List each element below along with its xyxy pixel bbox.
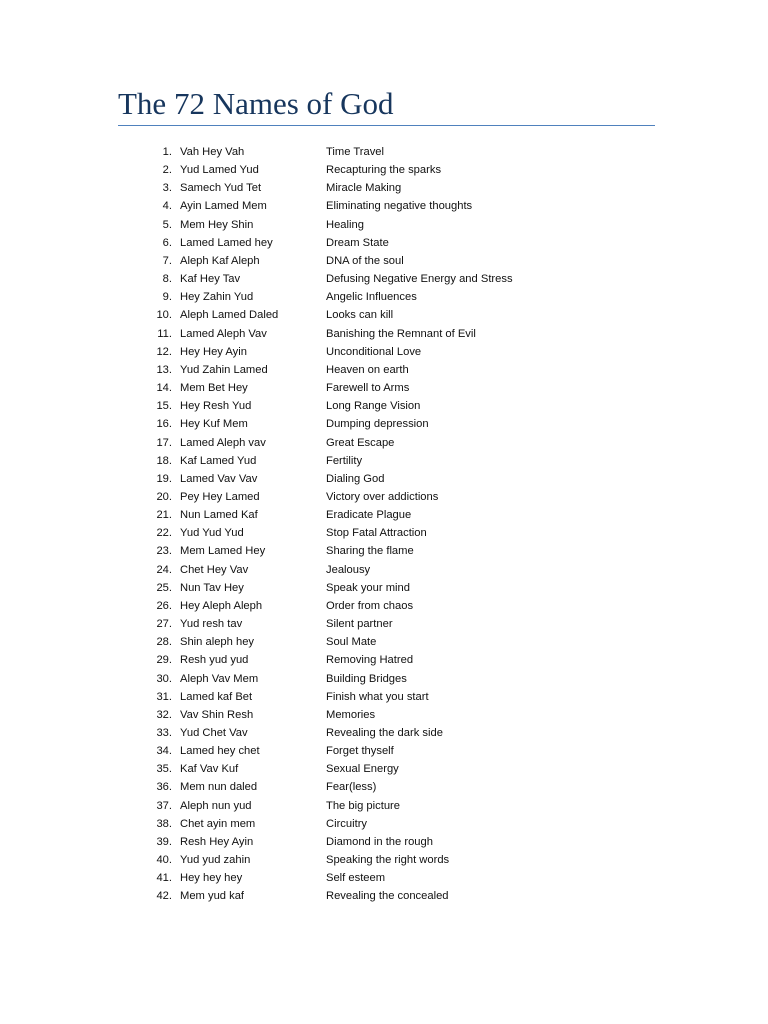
list-item xyxy=(140,288,620,306)
item-number: 5. xyxy=(162,218,172,231)
list-item xyxy=(140,434,620,452)
item-number: 16. xyxy=(156,418,172,431)
list-item xyxy=(140,797,620,815)
item-number: 31. xyxy=(156,690,172,703)
item-name: Lamed Aleph Vav xyxy=(180,327,267,340)
list-item xyxy=(140,506,620,524)
item-number: 30. xyxy=(156,672,172,685)
item-meaning: Self esteem xyxy=(326,872,386,885)
list-item xyxy=(140,633,620,651)
item-meaning: Sexual Energy xyxy=(326,763,399,776)
item-number: 23. xyxy=(156,545,172,558)
item-meaning: Finish what you start xyxy=(326,690,429,703)
item-meaning: Recapturing the sparks xyxy=(326,164,442,177)
list-item xyxy=(140,760,620,778)
page-title: The 72 Names of God xyxy=(118,86,394,121)
list-item xyxy=(140,197,620,215)
item-meaning: Angelic Influences xyxy=(326,291,417,304)
item-number: 20. xyxy=(156,490,172,503)
list-item xyxy=(140,542,620,560)
item-number: 37. xyxy=(156,799,172,812)
item-name: Yud yud zahin xyxy=(180,854,251,867)
item-name: Hey hey hey xyxy=(180,872,243,885)
list-item xyxy=(140,724,620,742)
item-meaning: Speak your mind xyxy=(326,581,410,594)
list-item xyxy=(140,343,620,361)
list-item xyxy=(140,815,620,833)
item-number: 2. xyxy=(162,164,172,177)
list-item xyxy=(140,179,620,197)
item-name: Kaf Hey Tav xyxy=(180,273,241,286)
item-meaning: Eradicate Plague xyxy=(326,509,412,522)
item-name: Hey Kuf Mem xyxy=(180,418,248,431)
item-name: Mem nun daled xyxy=(180,781,258,794)
list-item xyxy=(140,470,620,488)
item-meaning: Silent partner xyxy=(326,618,393,631)
item-meaning: Healing xyxy=(326,218,364,231)
item-name: Hey Zahin Yud xyxy=(180,291,254,304)
item-meaning: Great Escape xyxy=(326,436,395,449)
item-number: 11. xyxy=(157,327,172,340)
item-meaning: Speaking the right words xyxy=(326,854,450,867)
item-name: Yud Lamed Yud xyxy=(180,164,259,177)
item-meaning: Eliminating negative thoughts xyxy=(326,200,473,213)
item-meaning: Miracle Making xyxy=(326,182,402,195)
item-name: Vav Shin Resh xyxy=(180,708,254,721)
item-meaning: Defusing Negative Energy and Stress xyxy=(326,273,513,286)
list-item xyxy=(140,851,620,869)
item-number: 18. xyxy=(156,454,172,467)
item-meaning: Memories xyxy=(326,708,376,721)
item-name: Mem yud kaf xyxy=(180,890,245,903)
item-number: 7. xyxy=(162,254,172,267)
item-number: 19. xyxy=(156,472,172,485)
item-name: Aleph nun yud xyxy=(180,799,252,812)
item-name: Mem Lamed Hey xyxy=(180,545,266,558)
item-number: 14. xyxy=(156,382,172,395)
item-name: Yud Yud Yud xyxy=(180,527,244,540)
list-item xyxy=(140,488,620,506)
list-item xyxy=(140,597,620,615)
item-number: 36. xyxy=(156,781,172,794)
list-item xyxy=(140,688,620,706)
item-number: 13. xyxy=(156,363,172,376)
item-name: Hey Hey Ayin xyxy=(180,345,247,358)
names-list xyxy=(140,143,620,906)
item-number: 32. xyxy=(156,708,172,721)
item-name: Nun Tav Hey xyxy=(180,581,244,594)
item-meaning: Victory over addictions xyxy=(326,490,439,503)
item-number: 3. xyxy=(162,182,172,195)
item-name: Kaf Lamed Yud xyxy=(180,454,257,467)
list-item xyxy=(140,397,620,415)
list-item xyxy=(140,252,620,270)
item-number: 10. xyxy=(156,309,172,322)
item-meaning: The big picture xyxy=(326,799,401,812)
item-number: 21. xyxy=(156,509,172,522)
item-meaning: Removing Hatred xyxy=(326,654,414,667)
item-name: Mem Bet Hey xyxy=(180,382,248,395)
item-name: Yud Chet Vav xyxy=(180,727,248,739)
item-number: 17. xyxy=(156,436,172,449)
item-name: Yud Zahin Lamed xyxy=(180,363,268,376)
item-name: Nun Lamed Kaf xyxy=(180,509,258,522)
item-meaning: Dialing God xyxy=(326,472,385,485)
item-number: 28. xyxy=(156,636,172,649)
list-item xyxy=(140,833,620,851)
list-item xyxy=(140,270,620,288)
item-name: Lamed kaf Bet xyxy=(180,690,253,703)
item-meaning: Time Travel xyxy=(326,146,385,158)
item-meaning: Revealing the concealed xyxy=(326,890,449,903)
item-name: Resh yud yud xyxy=(180,654,249,667)
item-name: Pey Hey Lamed xyxy=(180,490,260,503)
item-number: 27. xyxy=(156,618,172,631)
item-meaning: Farewell to Arms xyxy=(326,382,410,395)
list-item xyxy=(140,452,620,470)
list-item xyxy=(140,325,620,343)
list-item xyxy=(140,615,620,633)
item-number: 39. xyxy=(156,835,172,848)
item-number: 33. xyxy=(156,727,172,739)
item-meaning: Fertility xyxy=(326,454,363,467)
item-number: 41. xyxy=(156,872,172,885)
item-number: 25. xyxy=(156,581,172,594)
item-name: Hey Resh Yud xyxy=(180,400,252,413)
list-item xyxy=(140,361,620,379)
item-meaning: Soul Mate xyxy=(326,636,377,649)
list-item xyxy=(140,706,620,724)
list-item xyxy=(140,161,620,179)
item-number: 42. xyxy=(156,890,172,903)
list-item xyxy=(140,561,620,579)
item-name: Resh Hey Ayin xyxy=(180,835,254,848)
item-name: Aleph Lamed Daled xyxy=(180,309,279,322)
list-item xyxy=(140,742,620,760)
list-item xyxy=(140,651,620,669)
item-number: 9. xyxy=(162,291,172,304)
item-meaning: Fear(less) xyxy=(326,781,377,794)
item-meaning: Unconditional Love xyxy=(326,345,422,358)
item-name: Samech Yud Tet xyxy=(180,182,262,195)
item-number: 12. xyxy=(156,345,172,358)
item-number: 34. xyxy=(156,745,172,758)
item-number: 15. xyxy=(156,400,172,413)
list-item xyxy=(140,216,620,234)
item-number: 4. xyxy=(162,200,172,213)
title-underline xyxy=(118,125,655,126)
item-meaning: Heaven on earth xyxy=(326,363,409,376)
item-name: Lamed hey chet xyxy=(180,745,260,758)
item-number: 6. xyxy=(162,236,172,249)
item-meaning: Diamond in the rough xyxy=(326,835,433,848)
item-name: Chet ayin mem xyxy=(180,817,256,830)
item-meaning: Sharing the flame xyxy=(326,545,414,558)
item-number: 35. xyxy=(156,763,172,776)
item-name: Lamed Aleph vav xyxy=(180,436,266,449)
item-meaning: Building Bridges xyxy=(326,672,407,685)
item-name: Hey Aleph Aleph xyxy=(180,599,263,612)
item-meaning: Dumping depression xyxy=(326,418,429,431)
list-item xyxy=(140,778,620,796)
list-item xyxy=(140,869,620,887)
item-meaning: Stop Fatal Attraction xyxy=(326,527,427,540)
item-name: Vah Hey Vah xyxy=(180,146,245,158)
item-name: Kaf Vav Kuf xyxy=(180,763,239,776)
item-meaning: Jealousy xyxy=(326,563,371,576)
list-item xyxy=(140,524,620,542)
item-number: 1. xyxy=(162,146,172,158)
item-number: 8. xyxy=(162,273,172,286)
list-item xyxy=(140,579,620,597)
list-item xyxy=(140,306,620,324)
item-name: Yud resh tav xyxy=(180,618,243,631)
item-meaning: Banishing the Remnant of Evil xyxy=(326,327,476,340)
list-item xyxy=(140,379,620,397)
list-item xyxy=(140,887,620,905)
item-number: 38. xyxy=(156,817,172,830)
item-name: Aleph Vav Mem xyxy=(180,672,259,685)
list-item xyxy=(140,670,620,688)
list-item xyxy=(140,415,620,433)
list-item xyxy=(140,143,620,161)
item-meaning: Dream State xyxy=(326,236,389,249)
item-name: Lamed Vav Vav xyxy=(180,472,258,485)
item-meaning: Looks can kill xyxy=(326,309,394,322)
item-meaning: Long Range Vision xyxy=(326,400,421,413)
item-meaning: Forget thyself xyxy=(326,745,394,758)
item-number: 22. xyxy=(156,527,172,540)
item-name: Chet Hey Vav xyxy=(180,563,249,576)
item-number: 29. xyxy=(156,654,172,667)
item-meaning: Order from chaos xyxy=(326,599,414,612)
item-name: Shin aleph hey xyxy=(180,636,255,649)
item-name: Mem Hey Shin xyxy=(180,218,254,231)
item-number: 26. xyxy=(156,599,172,612)
item-meaning: Circuitry xyxy=(326,817,368,830)
item-name: Lamed Lamed hey xyxy=(180,236,273,249)
list-item xyxy=(140,234,620,252)
item-name: Ayin Lamed Mem xyxy=(180,200,267,213)
item-number: 24. xyxy=(156,563,172,576)
item-meaning: Revealing the dark side xyxy=(326,727,443,739)
item-name: Aleph Kaf Aleph xyxy=(180,254,260,267)
item-number: 40. xyxy=(156,854,172,867)
item-meaning: DNA of the soul xyxy=(326,254,404,267)
